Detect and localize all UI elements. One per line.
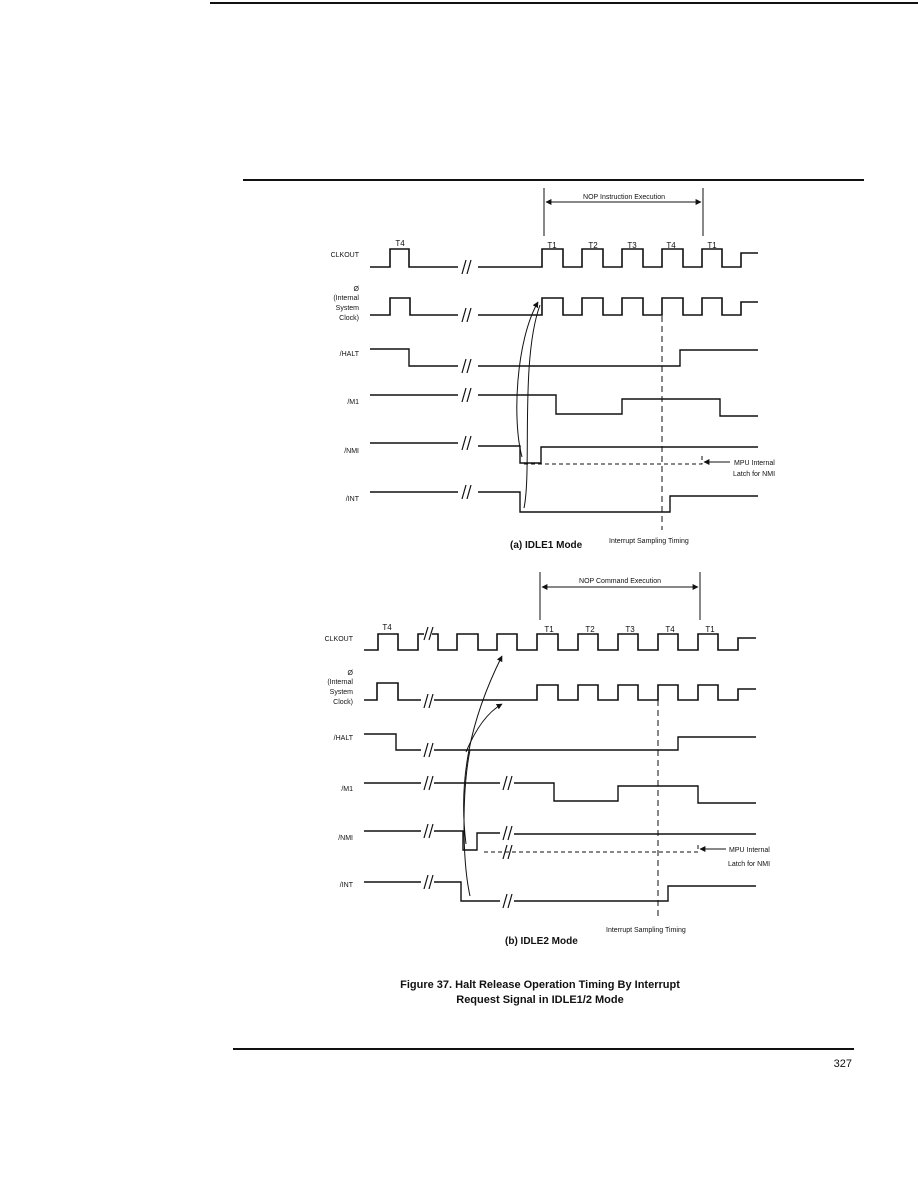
nmi-waveform	[434, 831, 500, 850]
nmi-to-phi-arrow	[466, 704, 502, 752]
idle2-diagram	[325, 572, 771, 947]
signal-label-m1: /M1	[347, 399, 359, 406]
signal-label-phi: Clock)	[339, 315, 359, 322]
break-marks	[462, 260, 471, 499]
signal-label-m1: /M1	[341, 786, 353, 793]
signal-label-halt: /HALT	[333, 735, 353, 742]
int-to-clock-arrow	[464, 750, 470, 896]
signal-label-phi: (Internal	[333, 295, 359, 302]
t-label: T1	[544, 625, 554, 634]
int-waveform	[514, 886, 756, 901]
figure-caption-line1: Figure 37. Halt Release Operation Timing By Interrupt	[400, 979, 680, 991]
figure-caption-line2: Request Signal in IDLE1/2 Mode	[456, 994, 624, 1006]
figure-caption	[300, 978, 780, 1008]
halt-waveform	[364, 734, 421, 750]
nmi-latch-dashed	[524, 456, 702, 464]
phi-waveform	[364, 683, 421, 700]
halt-waveform	[370, 349, 458, 366]
t-label: T4	[665, 625, 675, 634]
idle1-diagram	[331, 188, 776, 551]
break-marks	[424, 627, 512, 908]
t-label: T1	[547, 241, 557, 250]
int-to-clock-arrow	[524, 305, 540, 508]
t-label: T2	[585, 625, 595, 634]
page-number: 327	[833, 1058, 852, 1070]
sampling-label: Interrupt Sampling Timing	[609, 538, 689, 545]
clkout-waveform	[364, 634, 424, 650]
signal-label-clkout: CLKOUT	[330, 252, 359, 259]
signal-label-int: /INT	[345, 496, 359, 503]
latch-label: MPU Internal	[734, 460, 775, 467]
mode-label: (b) IDLE2 Mode	[505, 936, 578, 947]
signal-label-phi: System	[335, 305, 359, 312]
t-label: T4	[382, 623, 392, 632]
signal-label-nmi: /NMI	[338, 835, 353, 842]
t-label: T4	[666, 241, 676, 250]
halt-waveform	[434, 737, 756, 750]
m1-waveform	[514, 783, 756, 803]
signal-label-phi: (Internal	[327, 679, 353, 686]
nop-bracket-label: NOP Command Execution	[579, 578, 661, 585]
phi-waveform	[434, 685, 756, 700]
t-label: T1	[705, 625, 715, 634]
phi-waveform	[370, 298, 458, 315]
latch-label: Latch for NMI	[728, 861, 771, 868]
signal-label-nmi: /NMI	[344, 448, 359, 455]
latch-label: MPU Internal	[729, 847, 770, 854]
t-label: T4	[395, 239, 405, 248]
clkout-waveform	[478, 249, 758, 267]
signal-label-phi: Clock)	[333, 699, 353, 706]
t-label: T1	[707, 241, 717, 250]
sampling-label: Interrupt Sampling Timing	[606, 927, 686, 934]
m1-waveform	[478, 395, 758, 416]
int-waveform	[478, 492, 758, 512]
t-label: T3	[627, 241, 637, 250]
mode-label: (a) IDLE1 Mode	[510, 540, 583, 551]
signal-label-phi: Ø	[353, 286, 359, 293]
signal-label-phi: System	[329, 689, 353, 696]
nmi-latch-dashed	[484, 844, 698, 852]
clkout-waveform	[370, 249, 458, 267]
clkout-waveform	[432, 634, 756, 650]
signal-label-halt: /HALT	[339, 351, 359, 358]
t-label: T3	[625, 625, 635, 634]
nop-bracket-label: NOP Instruction Execution	[583, 194, 665, 201]
t-label: T2	[588, 241, 598, 250]
latch-label: Latch for NMI	[733, 471, 776, 478]
int-waveform	[434, 882, 500, 901]
signal-label-clkout: CLKOUT	[324, 636, 353, 643]
footer-rule	[233, 1048, 854, 1050]
signal-label-int: /INT	[339, 882, 353, 889]
phi-waveform	[478, 298, 758, 315]
signal-label-phi: Ø	[347, 670, 353, 677]
